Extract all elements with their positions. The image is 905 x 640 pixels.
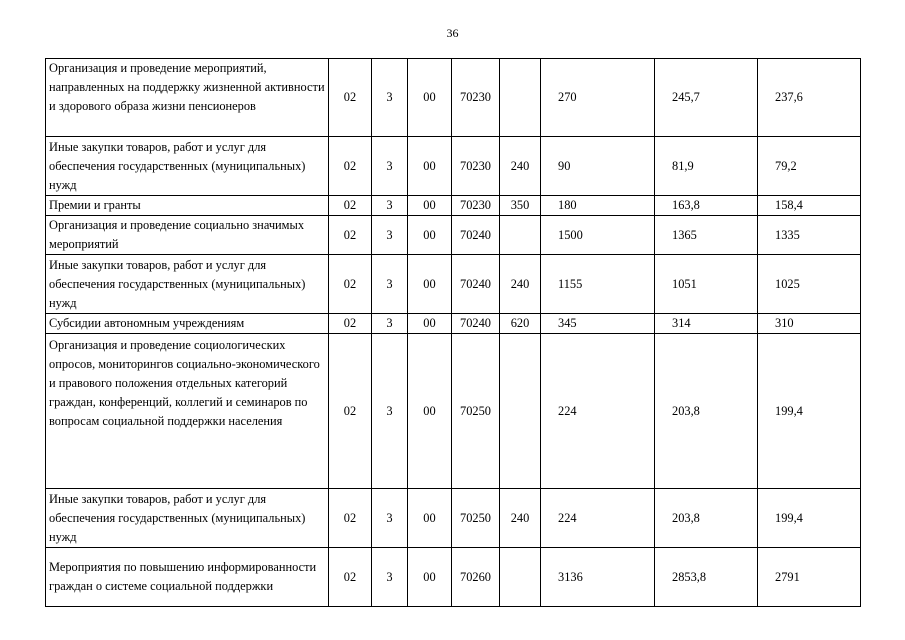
program-cell: 3 [372, 314, 408, 334]
subprogram-cell: 00 [408, 334, 452, 489]
code-cell: 70260 [452, 548, 500, 607]
expense-type-cell [500, 334, 541, 489]
subprogram-cell: 00 [408, 137, 452, 196]
expense-type-cell: 620 [500, 314, 541, 334]
amount-year2-cell: 1365 [655, 216, 758, 255]
row-name-cell: Иные закупки товаров, работ и услуг для обеспечения государственных (муниципальных) нужд [46, 489, 329, 548]
amount-year2-cell: 203,8 [655, 489, 758, 548]
ministry-cell: 02 [329, 137, 372, 196]
ministry-cell: 02 [329, 489, 372, 548]
program-cell: 3 [372, 59, 408, 137]
amount-year3-cell: 199,4 [758, 334, 861, 489]
subprogram-cell: 00 [408, 59, 452, 137]
ministry-cell: 02 [329, 334, 372, 489]
table-row [46, 314, 861, 334]
table-row [46, 137, 861, 196]
row-name-cell: Иные закупки товаров, работ и услуг для обеспечения государственных (муниципальных) нужд [46, 255, 329, 314]
table-row [46, 334, 861, 489]
expense-type-cell [500, 216, 541, 255]
expense-type-cell: 240 [500, 489, 541, 548]
expense-type-cell [500, 548, 541, 607]
amount-year3-cell: 1335 [758, 216, 861, 255]
row-name-cell: Иные закупки товаров, работ и услуг для обеспечения государственных (муниципальных) нужд [46, 137, 329, 196]
subprogram-cell: 00 [408, 314, 452, 334]
budget-table [45, 58, 861, 607]
amount-year3-cell: 2791 [758, 548, 861, 607]
amount-year3-cell: 158,4 [758, 196, 861, 216]
program-cell: 3 [372, 255, 408, 314]
amount-year1-cell: 224 [541, 334, 655, 489]
ministry-cell: 02 [329, 548, 372, 607]
ministry-cell: 02 [329, 314, 372, 334]
amount-year2-cell: 203,8 [655, 334, 758, 489]
code-cell: 70250 [452, 334, 500, 489]
row-name-cell: Организация и проведение мероприятий, направленных на поддержку жизненной активности и здорового образа жизни пенсионеров [46, 59, 329, 137]
amount-year3-cell: 199,4 [758, 489, 861, 548]
row-name-cell: Организация и проведение социально значимых мероприятий [46, 216, 329, 255]
program-cell: 3 [372, 216, 408, 255]
row-name-cell: Организация и проведение социологических опросов, мониторингов социально-экономического и правового положения отдельных категорий граждан, конференций, коллегий и семинаров по вопросам социальной поддержки населения [46, 334, 329, 489]
row-name-cell: Премии и гранты [46, 196, 329, 216]
subprogram-cell: 00 [408, 489, 452, 548]
amount-year1-cell: 1500 [541, 216, 655, 255]
table-row [46, 255, 861, 314]
program-cell: 3 [372, 548, 408, 607]
row-name-cell: Мероприятия по повышению информированности граждан о системе социальной поддержки [46, 548, 329, 607]
expense-type-cell: 240 [500, 255, 541, 314]
table-row [46, 216, 861, 255]
amount-year3-cell: 237,6 [758, 59, 861, 137]
amount-year2-cell: 245,7 [655, 59, 758, 137]
ministry-cell: 02 [329, 196, 372, 216]
amount-year1-cell: 3136 [541, 548, 655, 607]
amount-year2-cell: 2853,8 [655, 548, 758, 607]
table-row [46, 196, 861, 216]
ministry-cell: 02 [329, 255, 372, 314]
amount-year2-cell: 1051 [655, 255, 758, 314]
table-row [46, 548, 861, 607]
code-cell: 70230 [452, 137, 500, 196]
program-cell: 3 [372, 334, 408, 489]
code-cell: 70230 [452, 59, 500, 137]
ministry-cell: 02 [329, 59, 372, 137]
code-cell: 70250 [452, 489, 500, 548]
expense-type-cell [500, 59, 541, 137]
expense-type-cell: 240 [500, 137, 541, 196]
expense-type-cell: 350 [500, 196, 541, 216]
amount-year1-cell: 345 [541, 314, 655, 334]
program-cell: 3 [372, 137, 408, 196]
subprogram-cell: 00 [408, 196, 452, 216]
table-row [46, 489, 861, 548]
amount-year3-cell: 79,2 [758, 137, 861, 196]
ministry-cell: 02 [329, 216, 372, 255]
amount-year1-cell: 1155 [541, 255, 655, 314]
program-cell: 3 [372, 489, 408, 548]
subprogram-cell: 00 [408, 548, 452, 607]
program-cell: 3 [372, 196, 408, 216]
amount-year3-cell: 310 [758, 314, 861, 334]
amount-year2-cell: 314 [655, 314, 758, 334]
amount-year1-cell: 270 [541, 59, 655, 137]
code-cell: 70230 [452, 196, 500, 216]
table-row [46, 59, 861, 137]
amount-year1-cell: 224 [541, 489, 655, 548]
code-cell: 70240 [452, 314, 500, 334]
amount-year1-cell: 90 [541, 137, 655, 196]
amount-year3-cell: 1025 [758, 255, 861, 314]
subprogram-cell: 00 [408, 216, 452, 255]
code-cell: 70240 [452, 216, 500, 255]
subprogram-cell: 00 [408, 255, 452, 314]
amount-year1-cell: 180 [541, 196, 655, 216]
page-number: 36 [446, 26, 459, 40]
amount-year2-cell: 163,8 [655, 196, 758, 216]
amount-year2-cell: 81,9 [655, 137, 758, 196]
row-name-cell: Субсидии автономным учреждениям [46, 314, 329, 334]
code-cell: 70240 [452, 255, 500, 314]
